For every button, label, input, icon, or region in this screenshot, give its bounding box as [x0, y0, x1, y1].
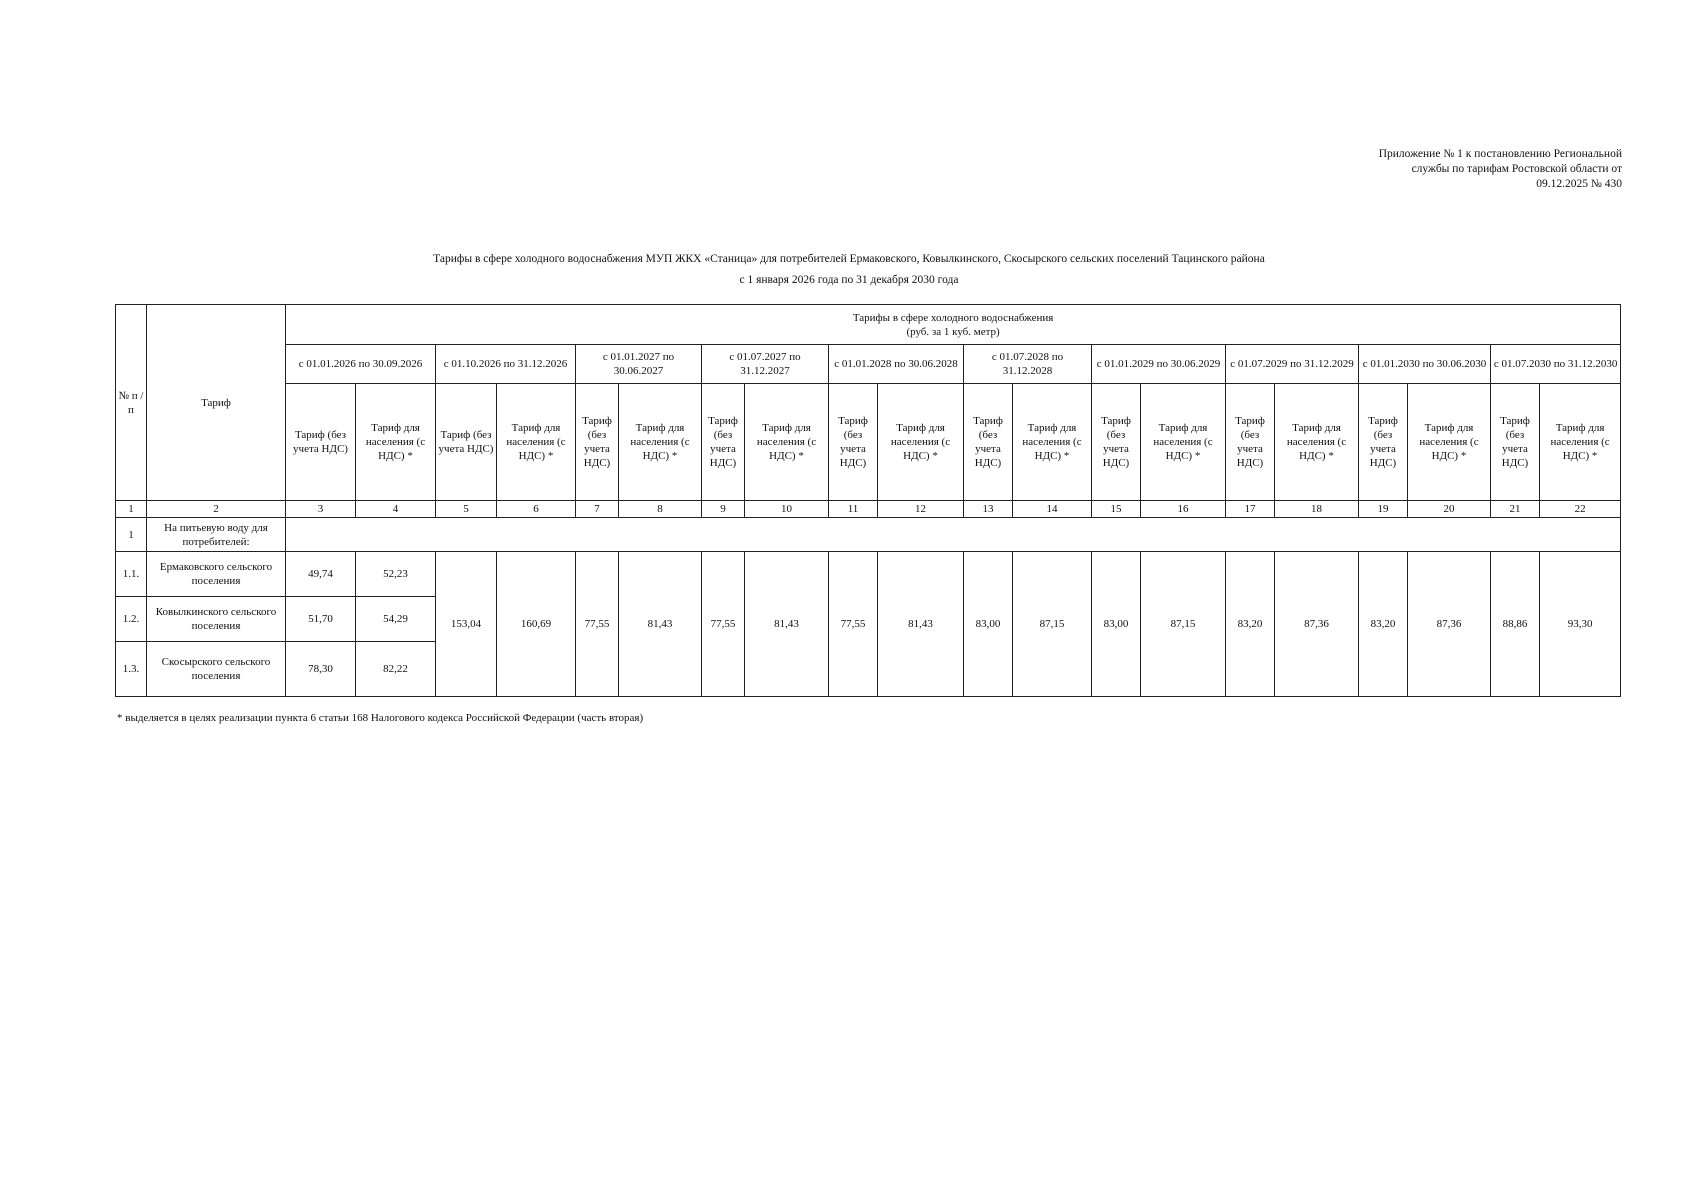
- sub-header-with-vat: Тариф для населения (с НДС) *: [1141, 384, 1226, 501]
- sub-header-no-vat: Тариф (без учета НДС): [286, 384, 356, 501]
- column-number: 3: [286, 501, 356, 518]
- header-group-line: Тарифы в сфере холодного водоснабжения: [852, 311, 1054, 324]
- column-number: 21: [1491, 501, 1540, 518]
- table-row: [116, 552, 1621, 597]
- tariff-value: 83,00: [964, 552, 1013, 697]
- tariff-table: [115, 304, 1621, 697]
- sub-header-with-vat: Тариф для населения (с НДС) *: [1408, 384, 1491, 501]
- period-header: с 01.07.2028 по 31.12.2028: [964, 345, 1092, 384]
- tariff-value: 51,70: [286, 597, 356, 642]
- column-number: 18: [1275, 501, 1359, 518]
- tariff-value: 83,00: [1092, 552, 1141, 697]
- appendix-line: 09.12.2025 № 430: [1536, 178, 1622, 190]
- sub-header-no-vat: Тариф (без учета НДС): [1359, 384, 1408, 501]
- column-number: 15: [1092, 501, 1141, 518]
- period-header: с 01.01.2027 по 30.06.2027: [576, 345, 702, 384]
- column-number: 12: [878, 501, 964, 518]
- tariff-value: 93,30: [1540, 552, 1621, 697]
- sub-header-no-vat: Тариф (без учета НДС): [576, 384, 619, 501]
- period-header: с 01.07.2030 по 31.12.2030: [1491, 345, 1621, 384]
- row-label: На питьевую воду для потребителей:: [147, 518, 286, 552]
- period-header: с 01.07.2027 по 31.12.2027: [702, 345, 829, 384]
- period-header: с 01.01.2028 по 30.06.2028: [829, 345, 964, 384]
- sub-header-with-vat: Тариф для населения (с НДС) *: [356, 384, 436, 501]
- sub-header-with-vat: Тариф для населения (с НДС) *: [1275, 384, 1359, 501]
- column-number: 4: [356, 501, 436, 518]
- sub-header-no-vat: Тариф (без учета НДС): [1491, 384, 1540, 501]
- tariff-value: 83,20: [1359, 552, 1408, 697]
- table-row-group: [116, 518, 1621, 552]
- column-number: 5: [436, 501, 497, 518]
- column-number: 13: [964, 501, 1013, 518]
- header-tariff-group: [286, 305, 1621, 345]
- empty-cell: [286, 518, 1621, 552]
- tariff-value: 52,23: [356, 552, 436, 597]
- row-label: Ковылкинского сельского поселения: [147, 597, 286, 642]
- footnote: * выделяется в целях реализации пункта 6 статьи 168 Налогового кодекса Российской Федерации (часть вторая): [117, 712, 644, 724]
- sub-header-no-vat: Тариф (без учета НДС): [829, 384, 878, 501]
- appendix-line: Приложение № 1 к постановлению Региональной: [1378, 148, 1622, 160]
- tariff-value: 78,30: [286, 642, 356, 697]
- document-title: Тарифы в сфере холодного водоснабжения МУП ЖКХ «Станица» для потребителей Ермаковского, Ковылкинского, Скосырского сельских поселений Тацинского района: [433, 253, 1265, 265]
- sub-header-no-vat: Тариф (без учета НДС): [1226, 384, 1275, 501]
- sub-header-with-vat: Тариф для населения (с НДС) *: [619, 384, 702, 501]
- period-header: с 01.01.2029 по 30.06.2029: [1092, 345, 1226, 384]
- sub-header-no-vat: Тариф (без учета НДС): [1092, 384, 1141, 501]
- column-number: 20: [1408, 501, 1491, 518]
- document-subtitle: с 1 января 2026 года по 31 декабря 2030 года: [739, 274, 959, 286]
- header-row-number: № п /п: [116, 305, 147, 501]
- column-number: 16: [1141, 501, 1226, 518]
- column-number: 17: [1226, 501, 1275, 518]
- tariff-value: 87,36: [1408, 552, 1491, 697]
- tariff-value: 82,22: [356, 642, 436, 697]
- row-number: 1.2.: [116, 597, 147, 642]
- period-header: с 01.01.2026 по 30.09.2026: [286, 345, 436, 384]
- column-number: 11: [829, 501, 878, 518]
- tariff-value: 77,55: [829, 552, 878, 697]
- tariff-value: 87,36: [1275, 552, 1359, 697]
- row-number: 1.3.: [116, 642, 147, 697]
- sub-header-with-vat: Тариф для населения (с НДС) *: [1540, 384, 1621, 501]
- row-number: 1.1.: [116, 552, 147, 597]
- sub-header-no-vat: Тариф (без учета НДС): [964, 384, 1013, 501]
- row-label: Ермаковского сельского поселения: [147, 552, 286, 597]
- period-header: с 01.07.2029 по 31.12.2029: [1226, 345, 1359, 384]
- tariff-value: 77,55: [702, 552, 745, 697]
- tariff-value: 81,43: [878, 552, 964, 697]
- column-number: 19: [1359, 501, 1408, 518]
- column-number: 1: [116, 501, 147, 518]
- header-group-unit: (руб. за 1 куб. метр): [906, 325, 1000, 338]
- sub-header-with-vat: Тариф для населения (с НДС) *: [878, 384, 964, 501]
- column-number: 8: [619, 501, 702, 518]
- tariff-value: 87,15: [1141, 552, 1226, 697]
- tariff-value: 153,04: [436, 552, 497, 697]
- appendix-line: службы по тарифам Ростовской области от: [1411, 163, 1622, 175]
- appendix-note: [1330, 147, 1622, 192]
- sub-header-no-vat: Тариф (без учета НДС): [436, 384, 497, 501]
- column-number: 6: [497, 501, 576, 518]
- sub-header-with-vat: Тариф для населения (с НДС) *: [745, 384, 829, 501]
- tariff-value: 77,55: [576, 552, 619, 697]
- header-tariff: Тариф: [147, 305, 286, 501]
- tariff-value: 87,15: [1013, 552, 1092, 697]
- tariff-value: 81,43: [619, 552, 702, 697]
- column-number: 9: [702, 501, 745, 518]
- row-number: 1: [116, 518, 147, 552]
- tariff-value: 160,69: [497, 552, 576, 697]
- sub-header-no-vat: Тариф (без учета НДС): [702, 384, 745, 501]
- sub-header-with-vat: Тариф для населения (с НДС) *: [1013, 384, 1092, 501]
- column-number: 2: [147, 501, 286, 518]
- tariff-value: 54,29: [356, 597, 436, 642]
- row-label: Скосырского сельского поселения: [147, 642, 286, 697]
- tariff-value: 49,74: [286, 552, 356, 597]
- tariff-value: 88,86: [1491, 552, 1540, 697]
- sub-header-with-vat: Тариф для населения (с НДС) *: [497, 384, 576, 501]
- period-header: с 01.01.2030 по 30.06.2030: [1359, 345, 1491, 384]
- tariff-value: 83,20: [1226, 552, 1275, 697]
- period-header: с 01.10.2026 по 31.12.2026: [436, 345, 576, 384]
- column-number: 14: [1013, 501, 1092, 518]
- column-number: 7: [576, 501, 619, 518]
- column-number: 10: [745, 501, 829, 518]
- column-number: 22: [1540, 501, 1621, 518]
- tariff-value: 81,43: [745, 552, 829, 697]
